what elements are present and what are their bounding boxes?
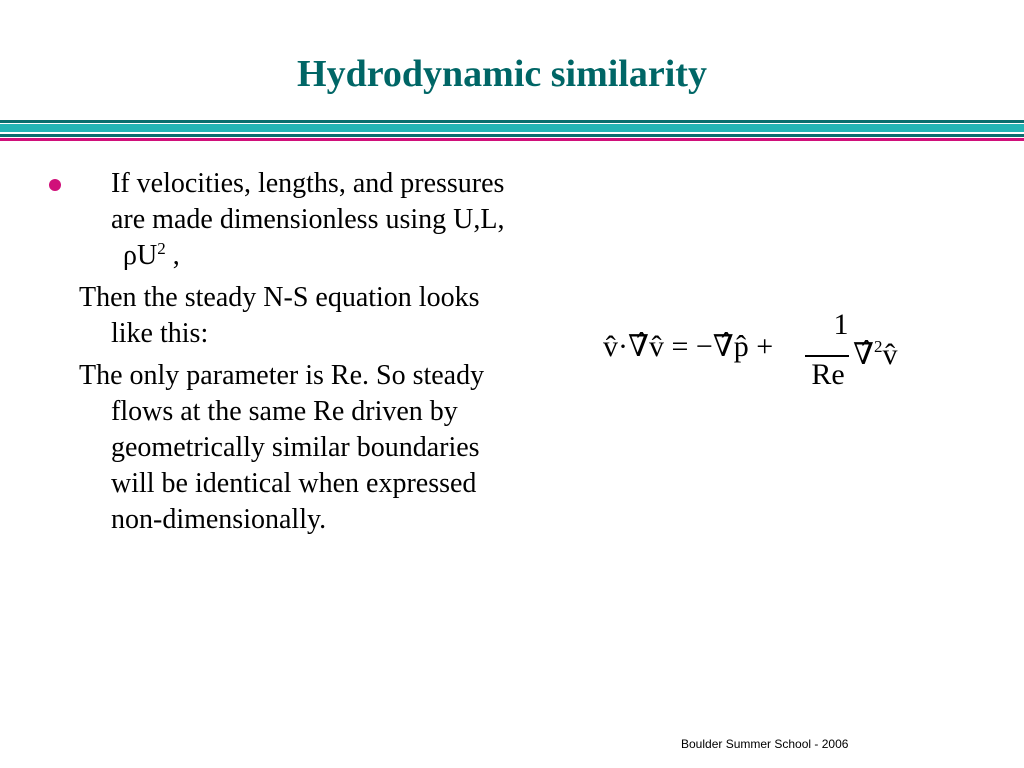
equation-lhs: v̂·∇̂v̂ = −∇̂p̂ +	[603, 330, 774, 363]
footer-text: Boulder Summer School - 2006	[681, 737, 849, 751]
equation-rhs	[853, 332, 897, 370]
divider-rule-dark-bottom	[0, 134, 1024, 137]
equation-numerator: 1	[833, 308, 849, 341]
bullet-text: If velocities, lengths, and pressures are made dimensionless using U,L,	[111, 168, 505, 235]
equation-fraction-bar	[805, 355, 849, 357]
equation-rhs-variable: v̂	[882, 338, 898, 371]
divider-rule-magenta	[0, 138, 1024, 141]
divider-rule-teal	[0, 124, 1024, 132]
divider-rule-dark-top	[0, 120, 1024, 123]
paragraph-only-parameter: The only parameter is Re. So steady flows at the same Re driven by geometrically similar boundaries will be identical when expressed non-dimensionally.	[79, 360, 485, 535]
bullet-tail: ,	[165, 240, 180, 271]
bullet-rho-symbol: ρU	[123, 240, 158, 271]
paragraph-then: Then the steady N-S equation looks like this:	[79, 282, 480, 349]
bullet-icon	[49, 179, 61, 191]
equation-rhs-superscript: 2	[873, 337, 883, 356]
equation-rhs-operator: ∇̂	[853, 338, 874, 371]
slide-body	[79, 166, 509, 544]
navier-stokes-equation	[603, 308, 913, 392]
bullet-paragraph	[79, 166, 509, 274]
equation-denominator: Re	[811, 358, 845, 391]
slide-title: Hydrodynamic similarity	[297, 53, 707, 95]
bullet-superscript: 2	[157, 239, 166, 258]
